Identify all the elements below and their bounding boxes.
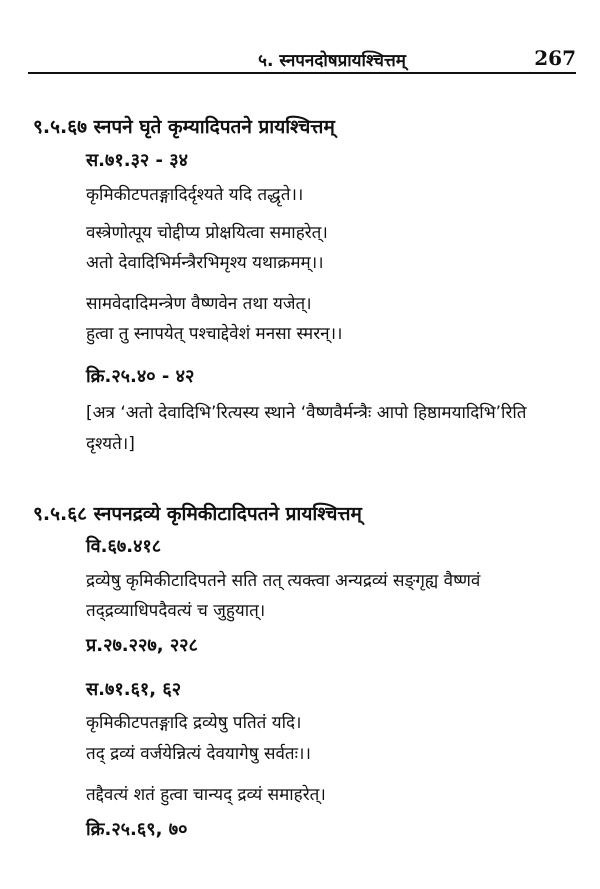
verse-line: तद् द्रव्यं वर्जयेन्नित्यं देवयागेषु सर्वतः।। — [86, 744, 311, 764]
source-reference: स.७१.६१, ६२ — [86, 679, 182, 700]
section-heading: ९.५.६८ स्नपनद्रव्ये कृमिकीटादिपतने प्रायश्चित्तम् — [33, 503, 362, 525]
source-reference: क्रि.२५.४० - ४२ — [86, 366, 195, 387]
source-reference: प्र.२७.२२७, २२८ — [86, 635, 198, 656]
header-rule — [28, 72, 576, 74]
prose-line: द्रव्येषु कृमिकीटादिपतने सति तत् त्यक्त्वा अन्यद्रव्यं सङ्गृह्य वैष्णवं — [86, 571, 481, 591]
source-reference: स.७१.३२ - ३४ — [86, 150, 189, 171]
verse-line: कृमिकीटपतङ्गादिर्दृश्यते यदि तद्धृते।। — [86, 185, 304, 205]
source-reference: क्रि.२५.६९, ७० — [86, 819, 188, 840]
section-heading: ९.५.६७ स्नपने घृते कृम्यादिपतने प्रायश्चित्तम् — [33, 116, 335, 138]
verse-line: हुत्वा तु स्नापयेत् पश्चाद्देवेशं मनसा स्मरन्।। — [86, 324, 343, 344]
page-number: 267 — [534, 46, 576, 70]
prose-line: तद्द्रव्याधिपदैवत्यं च जुहुयात्। — [86, 601, 266, 621]
verse-line: वस्त्रेणोत्पूय चोद्दीप्य प्रोक्षयित्वा समाहरेत्। — [86, 223, 328, 243]
verse-line: अतो देवादिभिर्मन्त्रैरभिमृश्य यथाक्रमम्।। — [86, 253, 324, 273]
running-header — [28, 40, 576, 74]
note-line: [अत्र ‘अतो देवादिभि’रित्यस्य स्थाने ‘वैष्णवैर्मन्त्रैः आपो हिष्ठामयादिभि’रिति — [86, 403, 527, 423]
verse-line: सामवेदादिमन्त्रेण वैष्णवेन तथा यजेत्। — [86, 294, 312, 314]
verse-line: तद्दैवत्यं शतं हुत्वा चान्यद् द्रव्यं समाहरेत्। — [86, 785, 326, 805]
source-reference: वि.६७.४१८ — [86, 536, 162, 557]
chapter-title: ५. स्नपनदोषप्रायश्चित्तम् — [258, 51, 406, 71]
verse-line: कृमिकीटपतङ्गादि द्रव्येषु पतितं यदि। — [86, 713, 302, 733]
note-line: दृश्यते।] — [86, 434, 135, 454]
